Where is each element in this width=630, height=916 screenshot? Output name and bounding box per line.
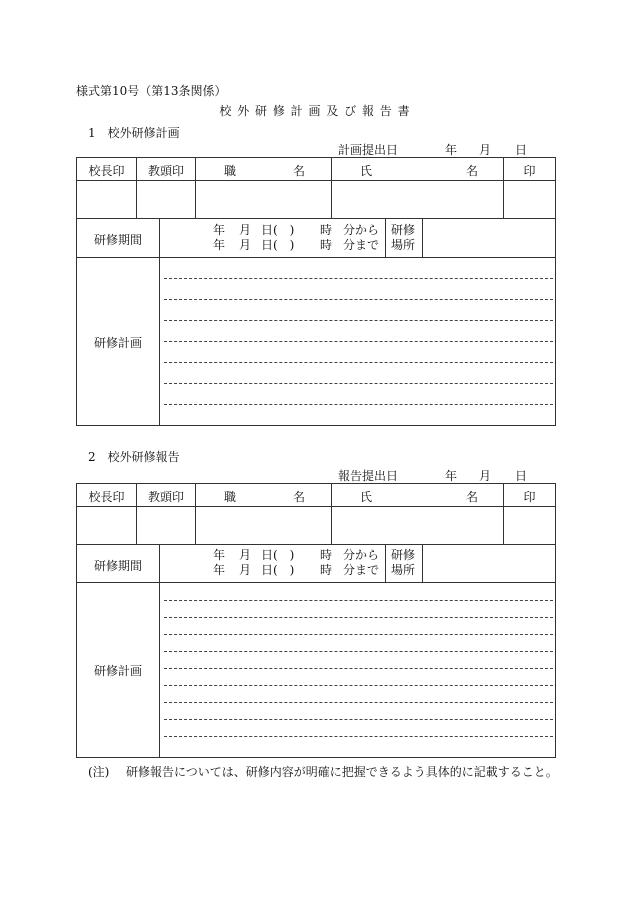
principal-seal-box[interactable] xyxy=(77,181,136,218)
name-header-b: 名 xyxy=(466,164,479,178)
ruled-line xyxy=(164,299,553,300)
report-body-row xyxy=(77,583,555,757)
vice-principal-seal-box[interactable] xyxy=(136,181,195,218)
position-field[interactable] xyxy=(195,181,331,218)
form-number: 様式第10号（第13条関係） xyxy=(76,84,227,98)
place-label-1: 研修 xyxy=(391,548,416,562)
section-heading-report: 2 校外研修報告 xyxy=(88,450,180,464)
period-label: 研修期間 xyxy=(93,233,142,247)
plan-label: 研修計画 xyxy=(93,336,142,350)
name-header-a: 氏 xyxy=(360,490,373,504)
position-header-b: 名 xyxy=(293,164,306,178)
ruled-line xyxy=(164,278,553,279)
section-heading-plan: 1 校外研修計画 xyxy=(88,126,180,140)
ruled-line xyxy=(164,383,553,384)
name-field[interactable] xyxy=(331,181,503,218)
vice-principal-seal-header: 教頭印 xyxy=(147,164,184,178)
seal-box[interactable] xyxy=(503,507,555,544)
period-from-minute: 分から xyxy=(343,223,380,237)
period-from-day: 日( ) xyxy=(261,548,295,562)
period-from-year: 年 xyxy=(213,223,226,237)
period-to-year: 年 xyxy=(213,238,226,252)
ruled-line xyxy=(164,719,553,720)
plan-table xyxy=(76,157,556,426)
plan-label: 研修計画 xyxy=(93,664,142,678)
ruled-line xyxy=(164,702,553,703)
ruled-line xyxy=(164,685,553,686)
period-from-month: 月 xyxy=(239,223,252,237)
vice-principal-seal-header: 教頭印 xyxy=(147,490,184,504)
report-table xyxy=(76,483,556,758)
ruled-line xyxy=(164,634,553,635)
period-from-year: 年 xyxy=(213,548,226,562)
period-field[interactable] xyxy=(159,545,385,582)
period-field[interactable] xyxy=(159,219,385,257)
ruled-line xyxy=(164,341,553,342)
plan-entry-row xyxy=(77,181,555,219)
report-period-row xyxy=(77,545,555,583)
plan-date-month: 月 xyxy=(479,143,492,157)
name-header-a: 氏 xyxy=(360,164,373,178)
position-header-a: 職 xyxy=(224,490,237,504)
vice-principal-seal-box[interactable] xyxy=(136,507,195,544)
name-field[interactable] xyxy=(331,507,503,544)
report-date-month: 月 xyxy=(479,469,492,483)
ruled-line xyxy=(164,736,553,737)
period-to-hour: 時 xyxy=(320,563,333,577)
ruled-line xyxy=(164,320,553,321)
report-date-year: 年 xyxy=(445,469,458,483)
ruled-line xyxy=(164,617,553,618)
period-from-minute: 分から xyxy=(343,548,380,562)
period-from-month: 月 xyxy=(239,548,252,562)
seal-box[interactable] xyxy=(503,181,555,218)
period-to-minute: 分まで xyxy=(343,238,380,252)
place-field[interactable] xyxy=(422,545,555,582)
period-from-day: 日( ) xyxy=(261,223,295,237)
ruled-line xyxy=(164,651,553,652)
seal-header: 印 xyxy=(523,164,536,178)
place-label-2: 場所 xyxy=(391,238,416,252)
principal-seal-box[interactable] xyxy=(77,507,136,544)
period-to-year: 年 xyxy=(213,563,226,577)
report-header-row xyxy=(77,484,555,507)
plan-date-day: 日 xyxy=(515,143,528,157)
report-text-area[interactable] xyxy=(159,583,555,757)
report-entry-row xyxy=(77,507,555,545)
report-date-label: 報告提出日 xyxy=(338,469,399,483)
ruled-line xyxy=(164,404,553,405)
ruled-line xyxy=(164,600,553,601)
position-field[interactable] xyxy=(195,507,331,544)
plan-text-area[interactable] xyxy=(159,258,555,425)
place-field[interactable] xyxy=(422,219,555,257)
period-label: 研修期間 xyxy=(93,559,142,573)
position-header-a: 職 xyxy=(224,164,237,178)
plan-body-row xyxy=(77,258,555,425)
plan-date-year: 年 xyxy=(445,143,458,157)
period-to-day: 日( ) xyxy=(261,563,295,577)
plan-date-label: 計画提出日 xyxy=(338,143,399,157)
principal-seal-header: 校長印 xyxy=(88,490,125,504)
period-to-month: 月 xyxy=(239,238,252,252)
period-to-minute: 分まで xyxy=(343,563,380,577)
form-title: 校 外 研 修 計 画 及 び 報 告 書 xyxy=(219,104,411,118)
ruled-line xyxy=(164,362,553,363)
note-marker: (注) xyxy=(88,765,110,779)
plan-period-row xyxy=(77,219,555,258)
period-to-hour: 時 xyxy=(320,238,333,252)
place-label-2: 場所 xyxy=(391,563,416,577)
period-to-day: 日( ) xyxy=(261,238,295,252)
note-text: 研修報告については、研修内容が明確に把握できるよう具体的に記載すること。 xyxy=(126,765,558,779)
period-from-hour: 時 xyxy=(320,548,333,562)
ruled-line xyxy=(164,668,553,669)
position-header-b: 名 xyxy=(293,490,306,504)
place-label-1: 研修 xyxy=(391,223,416,237)
plan-header-row xyxy=(77,158,555,181)
principal-seal-header: 校長印 xyxy=(88,164,125,178)
name-header-b: 名 xyxy=(466,490,479,504)
period-to-month: 月 xyxy=(239,563,252,577)
period-from-hour: 時 xyxy=(320,223,333,237)
seal-header: 印 xyxy=(523,490,536,504)
report-date-day: 日 xyxy=(515,469,528,483)
